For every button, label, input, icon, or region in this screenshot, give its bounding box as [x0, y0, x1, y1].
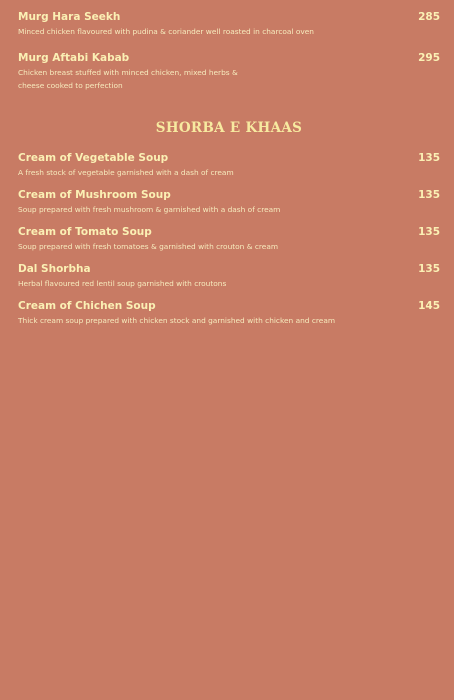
menu-item-cream-of-vegetable-soup — [18, 152, 440, 179]
menu-item-name: Cream of Vegetable Soup — [18, 152, 169, 164]
menu-item-row — [18, 263, 440, 276]
menu-item-row — [18, 189, 440, 202]
menu-item-description: Herbal flavoured red lentil soup garnished with croutons — [18, 279, 227, 288]
soup-items-list — [18, 152, 440, 327]
menu-item-dal-shorbha — [18, 263, 440, 290]
menu-item-description: Chicken breast stuffed with minced chicken, mixed herbs & cheese cooked to perfection — [18, 68, 238, 90]
menu-item-row — [18, 300, 440, 313]
menu-item-row — [18, 226, 440, 239]
menu-item-price: 135 — [418, 189, 440, 201]
section-title: SHORBA E KHAAS — [155, 120, 303, 136]
menu-item-row — [18, 11, 440, 24]
menu-item-description: Soup prepared with fresh tomatoes & garnished with crouton & cream — [18, 242, 279, 251]
menu-item-price: 135 — [418, 152, 440, 164]
menu-item-price: 135 — [418, 263, 440, 275]
menu-item-price: 135 — [418, 226, 440, 238]
menu-item-cream-of-mushroom-soup — [18, 189, 440, 216]
menu-item-description: Thick cream soup prepared with chicken stock and garnished with chicken and cream — [18, 316, 336, 325]
menu-item-description: Soup prepared with fresh mushroom & garnished with a dash of cream — [18, 205, 281, 214]
menu-item-price: 295 — [418, 52, 440, 64]
menu-item-cream-of-chichen-soup — [18, 300, 440, 327]
menu-item-row — [18, 52, 440, 65]
menu-item-name: Cream of Tomato Soup — [18, 226, 152, 238]
menu-item-row — [18, 152, 440, 165]
menu-item-name: Cream of Chichen Soup — [18, 300, 156, 312]
menu-item-cream-of-tomato-soup — [18, 226, 440, 253]
menu-item-name: Dal Shorbha — [18, 263, 91, 275]
menu-item-description: Minced chicken flavoured with pudina & coriander well roasted in charcoal oven — [18, 27, 314, 36]
menu-item-name: Murg Hara Seekh — [18, 11, 121, 23]
menu-item-description: A fresh stock of vegetable garnished with a dash of cream — [18, 168, 234, 177]
menu-item-name: Cream of Mushroom Soup — [18, 189, 171, 201]
menu-item-price: 285 — [418, 11, 440, 23]
menu-item-name: Murg Aftabi Kabab — [18, 52, 130, 64]
menu-item-murg-hara-seekh — [18, 11, 440, 38]
menu-item-price: 145 — [418, 300, 440, 312]
top-items-list — [18, 11, 440, 92]
menu-item-murg-aftabi-kabab — [18, 52, 440, 92]
